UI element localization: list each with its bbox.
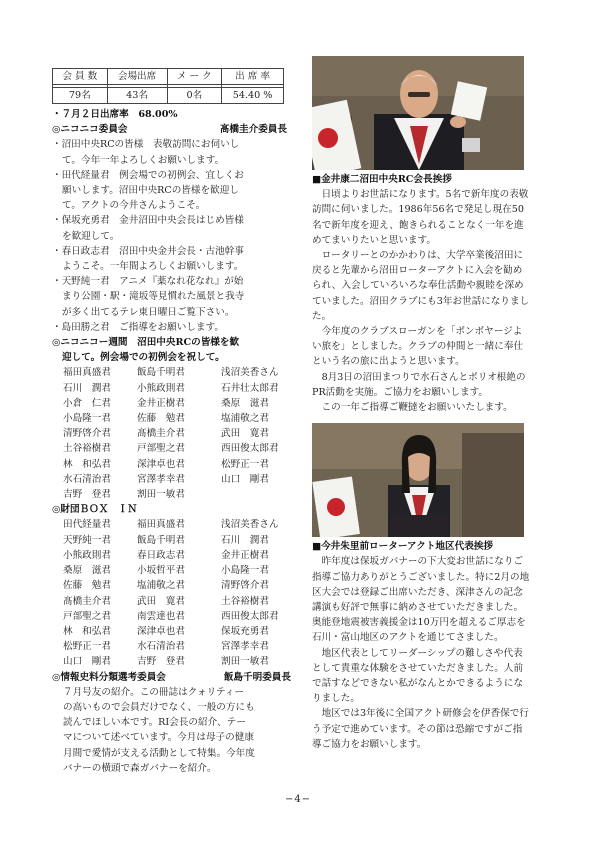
niko-heading [52, 122, 295, 137]
photo-kanai-image [312, 56, 524, 170]
info-line: の高いもので会員だけでなく、一般の方にも [63, 701, 255, 713]
photo-kanai [312, 56, 524, 170]
member-name: 戸部聖之君 [63, 610, 111, 622]
member-name: 小島隆一君 [63, 413, 111, 425]
value-makeup: 0名 [167, 88, 222, 104]
niko-line: ようこそ。一年間よろしくお願いします。 [62, 261, 244, 273]
member-name: 春日政志君 [137, 549, 185, 561]
member-name: 土谷裕樹君 [221, 595, 269, 607]
info-title: ◎情報史料分類選考委員会 [52, 671, 166, 683]
niko-line: を歓迎して。 [62, 230, 120, 242]
imai-caption: ■今井朱里前ローターアクト地区代表挨拶 [312, 541, 493, 553]
right-column [312, 56, 530, 752]
kanai-paragraph: ロータリーとのかかわりは、大学卒業後沼田に戻ると先輩から沼田ローターアクトに入会を勧められ、入会していろいろな奉仕活動や親睦を深めていました。沼田クラブにも3年お世話になりました。 [312, 250, 530, 322]
member-name: 田代経量君 [63, 519, 111, 531]
member-name: 水石清治君 [63, 473, 111, 485]
member-name: 浅沼美香さん [221, 519, 279, 531]
member-name: 清野啓介君 [221, 580, 269, 592]
info-lines [52, 685, 295, 776]
box-title: ◎財団ＢＯＸ ＩＮ [52, 504, 138, 516]
member-name: 吉野 登君 [63, 489, 111, 501]
niko-line: まり公園・駅・滝坂等見慣れた風景と我寺 [62, 291, 245, 303]
member-name: 髙橋圭介君 [137, 428, 185, 440]
kanai-paragraph: 今年度のクラブスローガンを「ボンボヤージよい旅を」としました。クラブの仲間と一緒に奉仕という名の旅に出ようと思います。 [312, 326, 524, 368]
nikoweek-title-2: 迎して。例会場での初例会を祝して。 [62, 352, 225, 364]
photo-imai-image [312, 423, 524, 537]
info-line: ７月号友の紹介。この冊誌はクォリティー [63, 686, 245, 698]
info-heading [52, 670, 295, 685]
member-name [221, 487, 295, 502]
member-name: 吉野 登君 [137, 656, 185, 668]
member-name: 福田真盛君 [137, 519, 185, 531]
value-members: 79名 [53, 88, 108, 104]
member-name: 林 和弘君 [63, 625, 111, 637]
member-name: 小島隆一君 [221, 565, 269, 577]
info-line: バナーの横頭で森ガバナーを紹介。 [63, 762, 217, 774]
member-name: 塩浦敬之君 [137, 580, 185, 592]
member-name: 割田一敏君 [137, 489, 185, 501]
kanai-body [312, 187, 530, 415]
niko-chair: 髙橋圭介委員長 [219, 124, 287, 136]
member-name: 天野純一君 [63, 534, 111, 546]
member-name: 山口 剛君 [221, 473, 269, 485]
info-line: マについて述べています。今月は母子の健康 [63, 732, 254, 744]
niko-line: て。アクトの今井さんようこそ。 [62, 200, 206, 212]
member-name: 福田真盛君 [63, 367, 111, 379]
member-name: 小熊政則君 [137, 382, 185, 394]
member-name: 桑原 滋君 [63, 565, 111, 577]
member-name: 佐藤 勉君 [63, 580, 111, 592]
member-name: 金井正樹君 [137, 397, 185, 409]
member-name: 山口 剛君 [63, 656, 111, 668]
member-name: 石川 潤君 [63, 382, 111, 394]
imai-paragraph: 地区では3年後に全国アクト研修会を伊香保で行う予定で進めています。その節は恐縮ですがご指導ご協力をお願いします。 [312, 708, 529, 750]
member-name: 清野啓介君 [63, 428, 111, 440]
header-members: 会 員 数 [53, 69, 108, 85]
header-makeup: メ ー ク [167, 69, 222, 85]
niko-line: が多く出てるテレ東日曜日ご覧下さい。 [62, 306, 235, 318]
imai-paragraph: 地区代表としてリーダーシップの難しさや代表として貴重な体験をさせていただきました。人前で話すなどできない私がなんとかできるようになりました。 [312, 647, 524, 705]
kanai-paragraph: 日頃よりお世話になります。5名で新年度の表敬訪問に伺いました。1986年56名で発足し現在50名で新年度を迎え、飽きられることなく一年を進めてまいりたいと思います。 [312, 189, 529, 246]
member-name: 小倉 仁君 [63, 397, 111, 409]
member-name: 西田俊太郎君 [221, 443, 279, 455]
value-rate: 54.40 % [222, 88, 284, 104]
member-name: 武田 寛君 [221, 428, 269, 440]
member-name: 南雲達也君 [137, 610, 185, 622]
kanai-caption: ■金井康二沼田中央RC会長挨拶 [312, 174, 452, 185]
attendance-value-row [53, 88, 284, 104]
niko-line: ・春日政志君 沼田中央金井会長・古池幹事 [52, 245, 244, 257]
member-name: 飯島千明君 [137, 367, 185, 379]
member-name: 飯島千明君 [137, 534, 185, 546]
imai-body [312, 554, 530, 752]
member-name: 松野正一君 [63, 641, 111, 653]
niko-lines [52, 137, 295, 335]
member-name: 戸部聖之君 [137, 443, 185, 455]
niko-line: ・保坂充勇君 金井沼田中央会長はじめ皆様 [52, 215, 244, 227]
attendance-rate-line: ・７月２日出席率 68.00% [52, 109, 178, 120]
niko-line: ・天野純一君 アニメ『薬なれ花なれ』が始 [52, 276, 244, 288]
member-name: 松野正一君 [221, 458, 269, 470]
niko-line: ・沼田中央RCの皆様 表敬訪問にお伺いし [52, 139, 240, 151]
member-name: 塩浦敬之君 [221, 413, 269, 425]
member-name: 深津卓也君 [137, 625, 185, 637]
kanai-paragraph: 8月3日の沼田まつりで水石さんとボリオ根絶のPR活動を実施。ご協力をお願いします。 [312, 371, 526, 398]
member-name: 保坂充勇君 [221, 625, 269, 637]
header-rate: 出 席 率 [222, 69, 284, 85]
kanai-paragraph: この一年ご指導ご鞭撻をお願いいたします。 [321, 402, 513, 414]
member-name: 西田俊太郎君 [221, 610, 279, 622]
left-column [52, 68, 295, 776]
niko-line: ・島田勝之君 ご指導をお願いします。 [52, 321, 224, 333]
imai-paragraph: 昨年度は保坂ガバナーの下大変お世話になりご指導ご協力ありがとうございました。特に2月の地区大会では登録ご出席いただき、深津さんの記念講演も好評で無事に納めさせていただきました。奥能登地震被害義援金は10万円を超えるご厚志を石川・富山地区のアクトを通じてさました。 [312, 556, 530, 644]
member-name: 小坂哲平君 [137, 565, 185, 577]
member-name: 髙橋圭介君 [63, 595, 111, 607]
member-name: 深津卓也君 [137, 458, 185, 470]
member-name: 宮澤孝幸君 [221, 641, 269, 653]
member-name: 割田一敏君 [221, 656, 269, 668]
member-name: 武田 寛君 [137, 595, 185, 607]
member-name: 金井正樹君 [221, 549, 269, 561]
member-name: 土谷裕樹君 [63, 443, 111, 455]
box-names [52, 517, 295, 669]
member-name: 石井壮太郎君 [221, 382, 279, 394]
header-attended: 会場出席 [107, 69, 167, 85]
member-name: 林 和弘君 [63, 458, 111, 470]
attendance-header-row [53, 69, 284, 85]
value-attended: 43名 [107, 88, 167, 104]
info-line: 読んでほしい本です。RI会長の紹介、テー [63, 717, 246, 729]
member-name: 水石清治君 [137, 641, 185, 653]
niko-line: て。今年一年よろしくお願いします。 [62, 154, 225, 166]
info-line: 月間で愛情が支える活動として特集。今年度 [63, 747, 255, 759]
niko-title: ◎ニコニコ委員会 [52, 124, 128, 136]
attendance-table [52, 68, 284, 104]
nikoweek-title-1: ◎ニコニコー週間 沼田中央RCの皆様を歓 [52, 337, 240, 349]
member-name: 浅沼美香さん [221, 367, 279, 379]
info-chair: 飯島千明委員長 [223, 671, 291, 683]
member-name: 宮澤孝幸君 [137, 473, 185, 485]
niko-line: 願いします。沼田中央RCの皆様を歓迎し [62, 185, 239, 197]
member-name: 石川 潤君 [221, 534, 269, 546]
nikoweek-names [52, 365, 295, 502]
member-name: 小熊政則君 [63, 549, 111, 561]
niko-line: ・田代経量君 例会場での初例会、宜しくお [52, 169, 244, 181]
page-number: −4− [284, 794, 312, 805]
member-name: 佐藤 勉君 [137, 413, 185, 425]
photo-imai [312, 423, 524, 537]
member-name: 桑原 滋君 [221, 397, 269, 409]
